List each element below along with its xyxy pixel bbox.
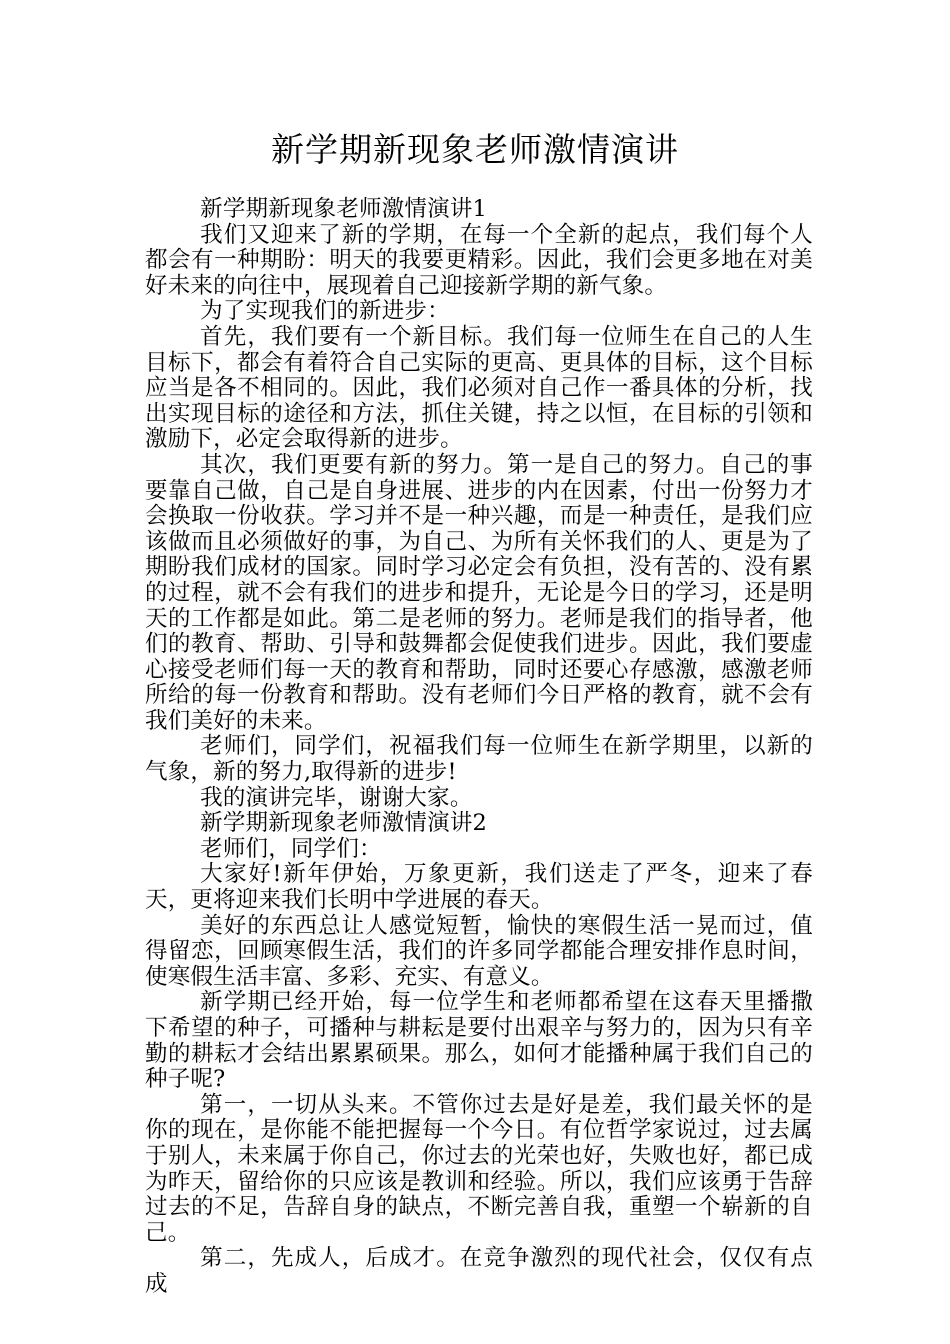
paragraph: 大家好!新年伊始，万象更新，我们送走了严冬，迎来了春天，更将迎来我们长明中学进展的春天。	[145, 861, 813, 914]
paragraph: 第二，先成人，后成才。在竞争激烈的现代社会，仅仅有点成	[145, 1245, 813, 1297]
paragraph: 我们又迎来了新的学期，在每一个全新的起点，我们每个人都会有一种期盼：明天的我要更精彩。因此，我们会更多地在对美好未来的向往中，展现着自己迎接新学期的新气象。	[145, 221, 813, 299]
document-body	[145, 197, 813, 1298]
speech-1-heading: 新学期新现象老师激情演讲1	[200, 196, 488, 222]
salutation: 老师们，同学们：	[200, 835, 382, 862]
paragraph: 新学期已经开始，每一位学生和老师都希望在这春天里播撒下希望的种子，可播种与耕耘是要付出艰辛与努力的，因为只有辛勤的耕耘才会结出累累硕果。那么，如何才能播种属于我们自己的种子呢?	[145, 989, 813, 1093]
speech-2-heading: 新学期新现象老师激情演讲2	[200, 810, 488, 837]
paragraph: 老师们，同学们，祝福我们每一位师生在新学期里，以新的气象，新的努力,取得新的进步!	[145, 733, 813, 786]
paragraph: 其次，我们更要有新的努力。第一是自己的努力。自己的事要靠自己做，自己是自身进展、进步的内在因素，付出一份努力才会换取一份收获。学习并不是一种兴趣，而是一种责任，是我们应该做而且必须做好的事，为自己、为所有关怀我们的人、更是为了期盼我们成材的国家。同时学习必定会有负担，没有苦的、没有累的过程，就不会有我们的进步和提升，无论是今日的学习，还是明天的工作都是如此。第二是老师的努力。老师是我们的指导者，他们的教育、帮助、引导和鼓舞都会促使我们进步。因此，我们要虚心接受老师们每一天的教育和帮助，同时还要心存感激，感激老师所给的每一份教育和帮助。没有老师们今日严格的教育，就不会有我们美好的未来。	[145, 451, 813, 734]
paragraph: 为了实现我们的新进步：	[200, 298, 450, 325]
paragraph: 美好的东西总让人感觉短暂，愉快的寒假生活一晃而过，值得留恋，回顾寒假生活，我们的许多同学都能合理安排作息时间，使寒假生活丰富、多彩、充实、有意义。	[145, 912, 813, 990]
paragraph: 第一，一切从头来。不管你过去是好是差，我们最关怀的是你的现在，是你能不能把握每一个今日。有位哲学家说过，过去属于别人，未来属于你自己，你过去的光荣也好，失败也好，都已成为昨天，留给你的只应该是教训和经验。所以，我们应该勇于告辞过去的不足，告辞自身的缺点，不断完善自我，重塑一个崭新的自己。	[145, 1091, 813, 1246]
paragraph: 首先，我们要有一个新目标。我们每一位师生在自己的人生目标下，都会有着符合自己实际的更高、更具体的目标，这个目标应当是各不相同的。因此，我们必须对自己作一番具体的分析，找出实现目标的途径和方法，抓住关键，持之以恒，在目标的引领和激励下，必定会取得新的进步。	[145, 323, 813, 453]
paragraph: 我的演讲完毕，谢谢大家。	[200, 784, 473, 811]
document-title: 新学期新现象老师激情演讲	[271, 130, 679, 169]
